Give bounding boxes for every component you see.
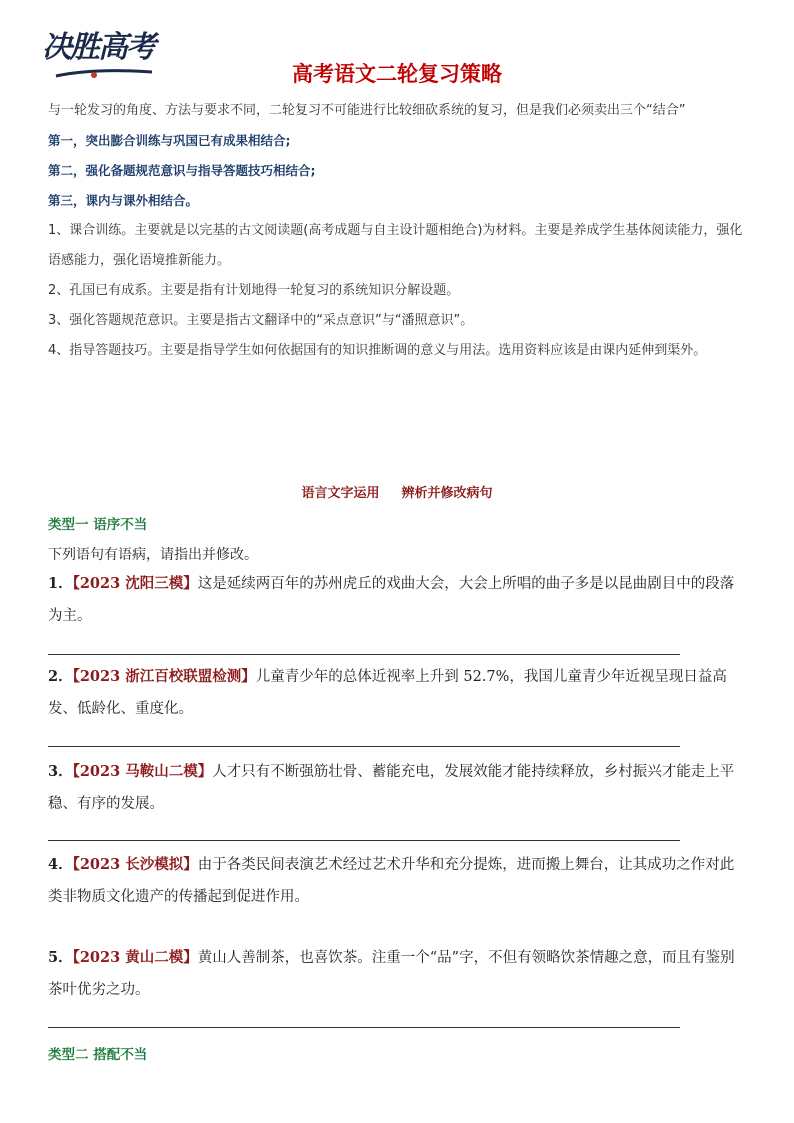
question-5: [48, 942, 748, 1006]
item-3: 3、强化答题规范意识。主要是指古文翻译中的“采点意识”与“潘照意识”。: [48, 313, 474, 328]
type-heading-1: 类型一 语序不当: [48, 517, 148, 533]
question-number: 2．: [48, 668, 73, 685]
answer-line-3[interactable]: [48, 840, 680, 841]
instruction: 下列语句有语病，请指出并修改。: [48, 547, 258, 563]
item-2: 2、孔国已有成系。主要是指有计划地得一轮复习的系统知识分解设题。: [48, 283, 460, 298]
logo-text: 决胜高考: [42, 30, 154, 65]
section-heading: [0, 482, 794, 501]
page-title: 高考语文二轮复习策略: [292, 62, 502, 86]
answer-line-1[interactable]: [48, 654, 680, 655]
item-4: 4、指导答题技巧。主要是指导学生如何依据国有的知识推断调的意义与用法。选用资料应该是由课内延伸到渠外。: [48, 343, 707, 358]
question-source: 【2023 沈阳三模】: [72, 575, 198, 592]
answer-line-5[interactable]: [48, 1027, 680, 1028]
type-heading-2: 类型二 搭配不当: [48, 1047, 148, 1063]
section-left: 语言文字运用: [301, 486, 380, 501]
question-number: 4．: [48, 856, 73, 873]
question-4: [48, 849, 748, 913]
question-text: 这是延续两百年的苏州虎丘的戏曲大会，大会上所唱的曲子多是以昆曲剧目中的段落为主。: [48, 576, 735, 624]
point-3: 第三，课内与课外相结合。: [48, 193, 199, 208]
question-text: 黄山人善制茶，也喜饮茶。注重一个“品”字，不但有领略饮茶情趣之意，而且有鉴别茶叶优劣之功。: [48, 950, 735, 998]
point-1: 第一，突出膨合训练与巩国已有成果相结合;: [48, 133, 291, 148]
answer-line-2[interactable]: [48, 746, 680, 747]
question-3: [48, 756, 748, 820]
question-number: 3．: [48, 763, 73, 780]
intro-lead: 与一轮发习的角度、方法与要求不同，二轮复习不可能进行比较细砍系统的复习，但是我们必须卖出三个“结合”: [48, 103, 686, 118]
question-2: [48, 661, 748, 725]
question-number: 5．: [48, 949, 73, 966]
section-right: 辨析并修改病句: [401, 486, 493, 501]
question-source: 【2023 浙江百校联盟检测】: [72, 668, 256, 685]
item-1: 1、课合训练。主要就是以完基的古文阅读题(高考成题与自主设计题相绝合)为材料。主要是养成学生基体阅读能力，强化语感能力，强化语境推新能力。: [48, 223, 743, 268]
question-text: 人才只有不断强筋壮骨、蓄能充电，发展效能才能持续释放，乡村振兴才能走上平稳、有序的发展。: [48, 764, 735, 812]
question-text: 由于各类民间表演艺术经过艺术升华和充分提炼，进而搬上舞台，让其成功之作对此类非物质文化遗产的传播起到促进作用。: [48, 857, 735, 905]
question-source: 【2023 黄山二模】: [72, 949, 198, 966]
question-source: 【2023 马鞍山二模】: [72, 763, 213, 780]
question-text: 儿童青少年的总体近视率上升到 52.7%，我国儿童青少年近视呈现日益高发、低龄化、重度化。: [48, 669, 727, 717]
question-number: 1．: [48, 575, 73, 592]
strategy-intro: [48, 96, 748, 366]
point-2: 第二，强化备题规范意识与指导答题技巧相结合;: [48, 163, 316, 178]
question-1: [48, 568, 748, 632]
question-source: 【2023 长沙模拟】: [72, 856, 198, 873]
